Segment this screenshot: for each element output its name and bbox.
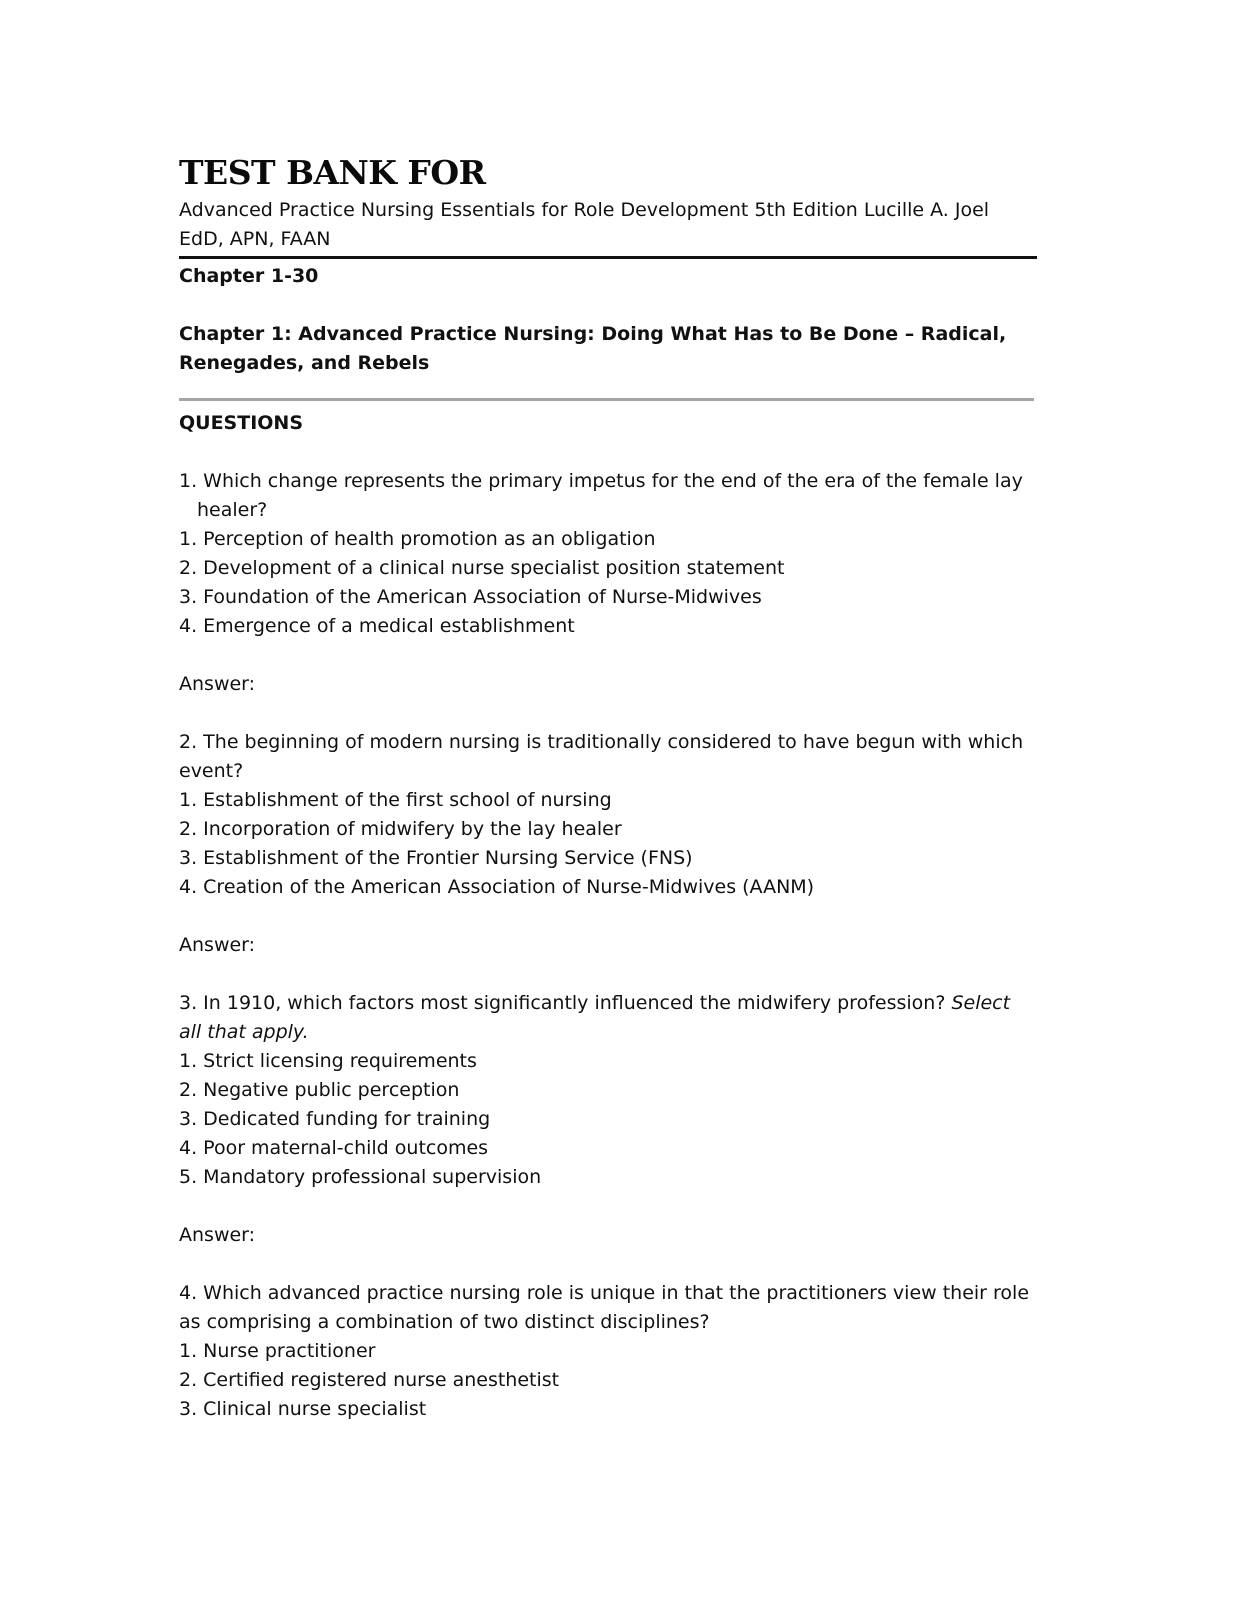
answer-option: 1. Nurse practitioner [179, 1340, 376, 1362]
answer-option: 2. Negative public perception [179, 1079, 460, 1101]
answer-option: 1. Perception of health promotion as an obligation [179, 528, 656, 550]
question-stem [179, 728, 1037, 786]
answer-option: 3. Foundation of the American Association of Nurse-Midwives [179, 586, 762, 608]
book-subtitle: Advanced Practice Nursing Essentials for Role Development 5th Edition Lucille A. Joel EdD, APN, FAAN [179, 199, 990, 250]
section-divider-wrap [179, 398, 1037, 401]
question-2 [179, 728, 1037, 960]
answer-option: 4. Poor maternal-child outcomes [179, 1137, 489, 1159]
answer-option: 3. Establishment of the Frontier Nursing Service (FNS) [179, 847, 693, 869]
question-stem [179, 1279, 1037, 1337]
question-4 [179, 1279, 1037, 1424]
question-stem [179, 989, 1037, 1047]
title-divider [179, 256, 1037, 259]
answer-option: 4. Emergence of a medical establishment [179, 615, 575, 637]
questions-heading: QUESTIONS [179, 412, 304, 434]
question-stem-text: 1. Which change represents the primary impetus for the end of the era of the female lay healer? [179, 470, 1023, 521]
answer-option: 4. Creation of the American Association of Nurse-Midwives (AANM) [179, 876, 815, 898]
question-stem-text: 4. Which advanced practice nursing role is unique in that the practitioners view their role as comprising a combination of two distinct disciplines? [179, 1282, 1030, 1333]
answer-option: 1. Establishment of the first school of nursing [179, 789, 612, 811]
question-stem-text: 3. In 1910, which factors most significantly influenced the midwifery profession? [179, 992, 946, 1014]
answer-option: 2. Development of a clinical nurse specialist position statement [179, 557, 785, 579]
answer-option: 3. Dedicated funding for training [179, 1108, 491, 1130]
answer-option: 3. Clinical nurse specialist [179, 1398, 427, 1420]
section-divider [179, 398, 1034, 401]
answer-label: Answer: [179, 673, 256, 695]
question-instruction: Select all that apply. [179, 992, 1011, 1043]
answer-option: 5. Mandatory professional supervision [179, 1166, 542, 1188]
answer-label: Answer: [179, 934, 256, 956]
question-3 [179, 989, 1037, 1250]
answer-label: Answer: [179, 1224, 256, 1246]
chapter-title: Chapter 1: Advanced Practice Nursing: Doing What Has to Be Done – Radical, Renegades, and Rebels [179, 323, 1007, 374]
document-title: TEST BANK FOR [179, 153, 486, 192]
answer-option: 2. Incorporation of midwifery by the lay healer [179, 818, 622, 840]
document-page [179, 150, 1037, 1424]
answer-option: 1. Strict licensing requirements [179, 1050, 477, 1072]
question-stem [179, 467, 1037, 525]
question-stem-text: 2. The beginning of modern nursing is traditionally considered to have begun with which event? [179, 731, 1024, 782]
answer-option: 2. Certified registered nurse anesthetist [179, 1369, 560, 1391]
question-1 [179, 467, 1037, 699]
chapter-range: Chapter 1-30 [179, 265, 319, 287]
